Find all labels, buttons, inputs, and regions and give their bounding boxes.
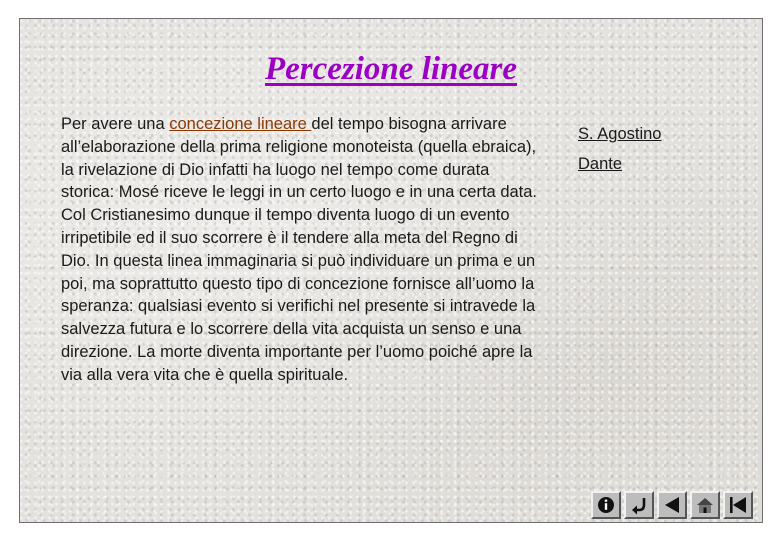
paragraph-text-start: Per avere una [61, 115, 170, 133]
first-slide-icon [728, 495, 748, 515]
body-paragraph [61, 113, 543, 387]
side-links [578, 125, 661, 185]
dante-link[interactable]: Dante [578, 155, 623, 173]
previous-icon [662, 495, 682, 515]
navigation-bar [591, 491, 753, 519]
slide [19, 18, 763, 523]
previous-button[interactable] [657, 491, 687, 519]
paragraph-text-rest: del tempo bisogna arrivare all’elaborazione della prima religione monoteista (quella ebraica), la rivelazione di Dio infatti ha luogo nel tempo come durata storica: Mosé riceve le leggi in un certo luogo e in una certa data. Col Cristianesimo dunque il tempo diventa luogo di un evento irripetibile ed il suo scorrere è il tendere alla meta del Regno di Dio. In questa linea immaginaria si può individuare un prima e un poi, ma soprattutto questo tipo di concezione fornisce all’uomo la speranza: qualsiasi evento si verifichi nel presente si intravede la salvezza futura e lo scorrere della vita acquista un senso e una direzione. La morte diventa importante per l’uomo poiché apre la via alla vera vita che è quella spirituale. [61, 115, 538, 384]
home-icon [695, 495, 715, 515]
concezione-lineare-link[interactable]: concezione lineare [169, 115, 312, 133]
info-button[interactable] [591, 491, 621, 519]
sant-agostino-link[interactable]: S. Agostino [578, 125, 662, 143]
info-icon [596, 495, 616, 515]
return-icon [629, 495, 649, 515]
home-button[interactable] [690, 491, 720, 519]
return-button[interactable] [624, 491, 654, 519]
first-slide-button[interactable] [723, 491, 753, 519]
slide-title: Percezione lineare [264, 51, 518, 87]
